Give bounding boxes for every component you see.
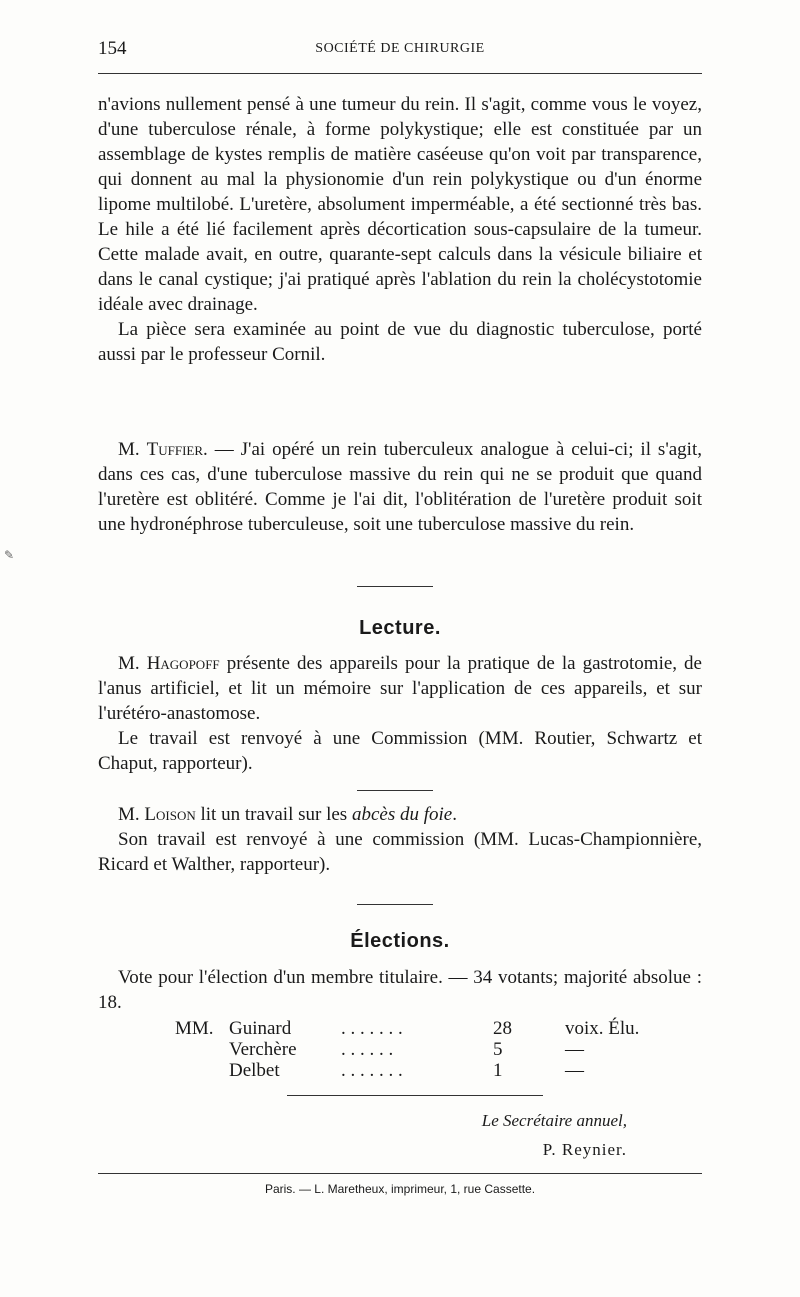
discussion-continuation <box>98 92 702 367</box>
vote-count: 5 <box>493 1039 503 1060</box>
commission-paragraph-1: Le travail est renvoyé à une Commission (MM. Routier, Schwartz et Chaput, rapporteur). <box>98 728 702 774</box>
tuffier-remark <box>98 437 702 537</box>
speaker-prefix: M. <box>118 439 140 460</box>
page-number: 154 <box>98 38 127 59</box>
vote-results-table <box>175 1018 640 1081</box>
tuffier-paragraph <box>98 437 702 537</box>
discussion-paragraph-2: La pièce sera examinée au point de vue du diagnostic tuberculose, porté aussi par le professeur Cornil. <box>98 319 702 365</box>
hagopoff-paragraph <box>98 651 702 726</box>
vote-candidate: Delbet <box>229 1060 280 1081</box>
margin-mark: ✎ <box>4 548 15 562</box>
vote-leader-dots: . . . . . . . <box>341 1018 403 1039</box>
speaker-name-loison: Loison <box>144 804 196 825</box>
footer-rule <box>98 1173 702 1174</box>
speaker-prefix: M. <box>118 804 140 825</box>
commission-paragraph-2: Son travail est renvoyé à une commission (MM. Lucas-Championnière, Ricard et Walther, rapporteur). <box>98 829 702 875</box>
vote-result: — <box>565 1039 584 1060</box>
signature-title: Le Secrétaire annuel, <box>481 1111 627 1130</box>
hagopoff-text: présente des appareils pour la pratique de la gastrotomie, de l'anus artificiel, et lit un mémoire sur l'application de ces appareils, et sur l'urétéro-anastomose. <box>98 653 702 724</box>
section-divider <box>357 904 433 905</box>
loison-paragraph <box>98 802 702 827</box>
speaker-prefix: M. <box>118 653 140 674</box>
loison-text-a: lit un travail sur les <box>195 804 352 825</box>
speaker-name-tuffier: Tuffier <box>146 439 204 460</box>
vote-leader-dots: . . . . . . . <box>341 1060 403 1081</box>
section-heading-elections: Élections. <box>350 930 450 952</box>
running-head <box>98 38 702 60</box>
vote-row <box>175 1060 635 1081</box>
signature-name: P. Reynier. <box>542 1140 627 1159</box>
lecture-section <box>98 651 702 776</box>
section-divider <box>357 586 433 587</box>
vote-result: — <box>565 1060 584 1081</box>
tuffier-text: . — J'ai opéré un rein tuberculeux analogue à celui-ci; il s'agit, dans ces cas, d'une tuberculose massive du rein qui ne se produit que quand l'uretère est oblitéré. Comme je l'ai dit, l'oblitération de l'uretère produit soit une hydronéphrose tuberculeuse, soit une tuberculose massive du rein. <box>98 439 702 535</box>
running-title: SOCIÉTÉ DE CHIRURGIE <box>315 41 485 56</box>
elections-paragraph: Vote pour l'élection d'un membre titulaire. — 34 votants; majorité absolue : 18. <box>98 967 702 1013</box>
vote-row <box>175 1039 635 1060</box>
loison-title: abcès du foie <box>351 804 453 825</box>
section-heading-lecture: Lecture. <box>359 617 441 639</box>
vote-count: 1 <box>493 1060 503 1081</box>
vote-result: voix. Élu. <box>565 1018 640 1039</box>
vote-table-rule <box>287 1095 543 1096</box>
vote-candidate: Guinard <box>229 1018 292 1039</box>
vote-count: 28 <box>493 1018 512 1039</box>
section-divider <box>357 790 433 791</box>
header-rule <box>98 73 702 74</box>
elections-intro <box>98 965 702 1015</box>
vote-row <box>175 1018 640 1039</box>
printer-imprint: Paris. — L. Maretheux, imprimeur, 1, rue Cassette. <box>264 1182 536 1196</box>
vote-candidate: Verchère <box>229 1039 297 1060</box>
speaker-name-hagopoff: Hagopoff <box>146 653 220 674</box>
vote-mm: MM. <box>175 1018 214 1039</box>
loison-section <box>98 802 702 877</box>
discussion-paragraph-1: n'avions nullement pensé à une tumeur du rein. Il s'agit, comme vous le voyez, d'une tuberculose rénale, à forme polykystique; elle est constituée par un assemblage de kystes remplis de matière caséeuse qu'on voit par transparence, qui donnent au mal la physionomie d'un rein polykystique ou d'un énorme lipome multilobé. L'uretère, absolument imperméable, a été sectionné très bas. Le hile a été lié facilement après décortication sous-capsulaire de la tumeur. Cette malade avait, en outre, quarante-sept calculs dans la vésicule biliaire et dans le canal cystique; j'ai pratiqué après l'ablation du rein la cholécystotomie idéale avec drainage. <box>98 94 702 315</box>
loison-text-b: . <box>452 804 457 825</box>
vote-leader-dots: . . . . . . <box>341 1039 394 1060</box>
